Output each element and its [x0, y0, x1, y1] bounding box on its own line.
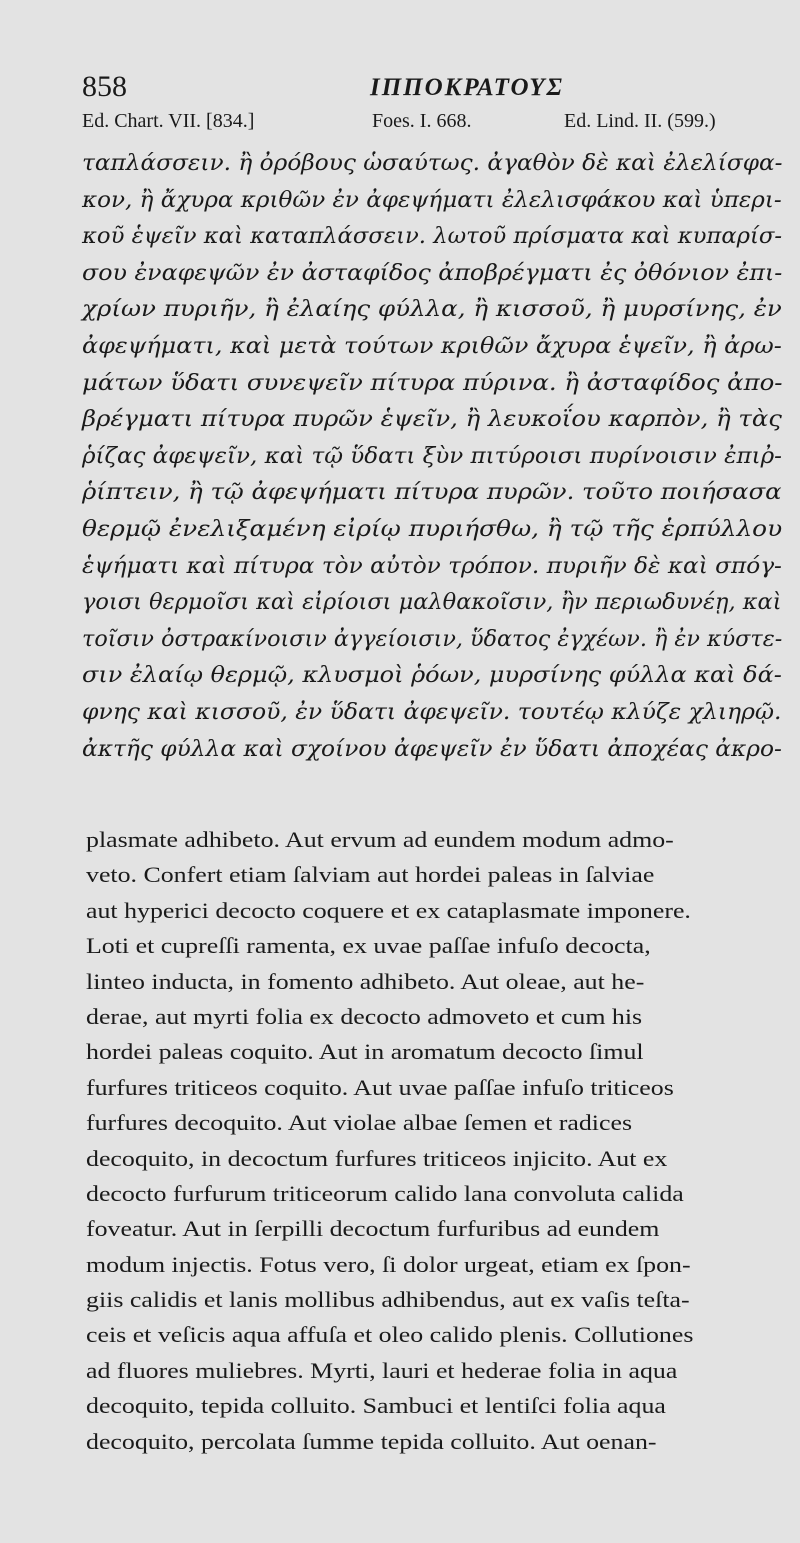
greek-text-line: χρίων πυριῆν, ἢ ἐλαίης φύλλα, ἢ κισσοῦ, ἢ μυρσίνης, ἐν	[82, 297, 782, 323]
latin-text-line: aut hyperici decocto coquere et ex cataplasmate imponere.	[86, 897, 691, 923]
greek-text-line: κον, ἢ ἄχυρα κριθῶν ἐν ἀφεψήματι ἐλελισφάκου καὶ ὑπερι-	[82, 187, 782, 213]
greek-text-line: ἀκτῆς φύλλα καὶ σχοίνου ἀφεψεῖν ἐν ὕδατι ἀποχέας ἀκρο-	[82, 736, 782, 762]
latin-text-line: ceis et veſicis aqua affuſa et oleo calido plenis. Collutiones	[86, 1322, 694, 1348]
page-number: 858	[82, 70, 127, 103]
greek-text-line: βρέγματι πίτυρα πυρῶν ἑψεῖν, ἢ λευκοΐου καρπὸν, ἢ τὰς	[82, 407, 782, 433]
edition-linden: Ed. Lind. II. (599.)	[564, 110, 716, 132]
running-title: ΙΠΠΟΚΡΑΤΟΥΣ	[370, 74, 564, 101]
latin-text-line: Loti et cupreſſi ramenta, ex uvae paſſae infuſo decocta,	[86, 933, 651, 959]
latin-text-line: decoquito, percolata ſumme tepida colluito. Aut oenan-	[86, 1428, 657, 1454]
latin-text-line: derae, aut myrti folia ex decocto admoveto et cum his	[86, 1003, 643, 1029]
greek-text-line: σου ἐναφεψῶν ἐν ἀσταφίδος ἀποβρέγματι ἐς ὀθόνιον ἐπι-	[82, 260, 783, 286]
edition-chartier: Ed. Chart. VII. [834.]	[82, 110, 255, 132]
greek-text-block	[82, 146, 782, 768]
greek-text-line: φνης καὶ κισσοῦ, ἐν ὕδατι ἀφεψεῖν. τουτέῳ κλύζε χλιηρῷ.	[82, 699, 782, 725]
greek-text-line: μάτων ὕδατι συνεψεῖν πίτυρα πύρινα. ἢ ἀσταφίδος ἀπο-	[82, 370, 783, 396]
greek-text-line: ἀφεψήματι, καὶ μετὰ τούτων κριθῶν ἄχυρα ἑψεῖν, ἢ ἀρω-	[82, 333, 782, 359]
edition-foes: Foes. I. 668.	[372, 110, 472, 132]
greek-text-line: ῥίπτειν, ἢ τῷ ἀφεψήματι πίτυρα πυρῶν. τοῦτο ποιήσασα	[82, 480, 782, 506]
latin-text-line: decoquito, in decoctum furfures triticeos injicito. Aut ex	[86, 1145, 668, 1171]
greek-text-line: θερμῷ ἐνελιξαμένη εἰρίῳ πυριήσθω, ἢ τῷ τῆς ἑρπύλλου	[82, 516, 783, 542]
latin-text-line: linteo inducta, in fomento adhibeto. Aut oleae, aut he-	[86, 968, 645, 994]
latin-text-line: foveatur. Aut in ſerpilli decoctum furfuribus ad eundem	[86, 1216, 660, 1242]
latin-text-line: giis calidis et lanis mollibus adhibendus, aut ex vaſis teſta-	[86, 1287, 690, 1313]
latin-text-line: furfures decoquito. Aut violae albae ſemen et radices	[86, 1110, 633, 1136]
latin-text-line: ad fluores muliebres. Myrti, lauri et hederae folia in aqua	[86, 1357, 678, 1383]
latin-text-block	[86, 822, 786, 1459]
greek-text-line: κοῦ ἑψεῖν καὶ καταπλάσσειν. λωτοῦ πρίσματα καὶ κυπαρίσ-	[82, 224, 783, 250]
latin-text-line: modum injectis. Fotus vero, ſi dolor urgeat, etiam ex ſpon-	[86, 1251, 691, 1277]
latin-text-line: decoquito, tepida colluito. Sambuci et lentiſci folia aqua	[86, 1393, 666, 1419]
latin-text-line: hordei paleas coquito. Aut in aromatum decocto ſimul	[86, 1039, 644, 1065]
greek-text-line: τοῖσιν ὀστρακίνοισιν ἀγγείοισιν, ὕδατος ἐγχέων. ἢ ἐν κύστε-	[82, 626, 783, 652]
latin-text-line: decocto furfurum triticeorum calido lana convoluta calida	[86, 1180, 684, 1206]
latin-text-line: furfures triticeos coquito. Aut uvae paſſae infuſo triticeos	[86, 1074, 674, 1100]
page-header	[82, 70, 740, 110]
greek-text-line: γοισι θερμοῖσι καὶ εἰρίοισι μαλθακοῖσιν, ἢν περιωδυνέῃ, καὶ	[82, 590, 782, 616]
greek-text-line: σιν ἐλαίῳ θερμῷ, κλυσμοὶ ῥόων, μυρσίνης φύλλα καὶ δά-	[82, 663, 782, 689]
greek-text-line: ταπλάσσειν. ἢ ὀρόβους ὡσαύτως. ἀγαθὸν δὲ καὶ ἐλελίσφα-	[82, 151, 783, 176]
latin-text-line: veto. Confert etiam ſalviam aut hordei paleas in ſalviae	[86, 862, 655, 888]
latin-text-line: plasmate adhibeto. Aut ervum ad eundem modum admo-	[86, 827, 674, 852]
greek-text-line: ἑψήματι καὶ πίτυρα τὸν αὐτὸν τρόπον. πυριῆν δὲ καὶ σπόγ-	[82, 553, 782, 579]
greek-text-line: ῥίζας ἀφεψεῖν, καὶ τῷ ὕδατι ξὺν πιτύροισι πυρίνοισιν ἐπιῤ-	[82, 443, 782, 469]
edition-references	[82, 106, 800, 140]
